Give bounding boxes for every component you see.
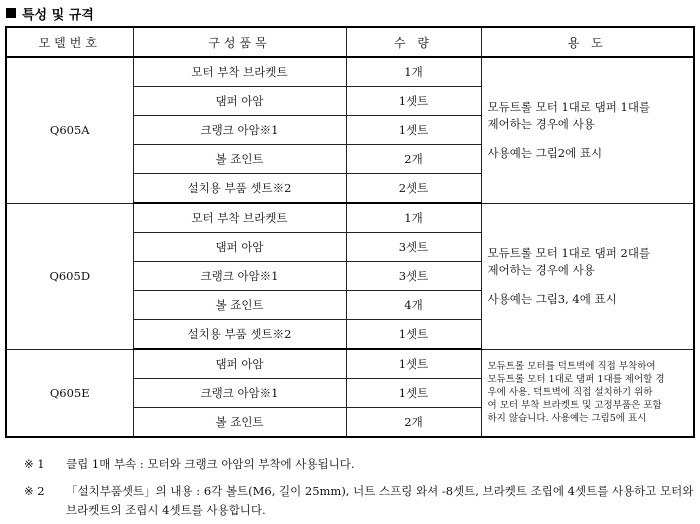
header-parts: 구성품목: [133, 27, 346, 57]
part-qty: 1셋트: [346, 349, 481, 379]
footnote-text: 클립 1매 부속 : 모터와 크랭크 아암의 부착에 사용됩니다.: [66, 457, 355, 471]
part-name: 모터 부착 브라켓트: [133, 57, 346, 87]
section-title: [6, 4, 94, 22]
use-line: 사용예는 그림3, 4에 표시: [487, 291, 617, 306]
footnotes: [24, 455, 694, 520]
part-qty: 1셋트: [346, 87, 481, 116]
part-qty: 1셋트: [346, 320, 481, 350]
model-number: Q605A: [6, 57, 133, 203]
footnote: [24, 455, 694, 474]
part-name: 댐퍼 아암: [133, 349, 346, 379]
model-number: Q605E: [6, 349, 133, 437]
use-description: [481, 203, 694, 349]
part-qty: 1셋트: [346, 116, 481, 145]
table-row: [6, 349, 694, 379]
table-row: [6, 203, 694, 233]
use-line: 여 모터 부착 브라켓트 및 고정부품은 포함: [487, 400, 662, 412]
header-row: [6, 27, 694, 57]
part-name: 크랭크 아암※1: [133, 379, 346, 408]
part-qty: 1개: [346, 203, 481, 233]
part-name: 모터 부착 브라켓트: [133, 203, 346, 233]
part-qty: 2개: [346, 408, 481, 438]
use-description: [481, 349, 694, 437]
part-qty: 1개: [346, 57, 481, 87]
header-use: 용 도: [481, 27, 694, 57]
part-qty: 2개: [346, 145, 481, 174]
use-description: [481, 57, 694, 203]
use-line: 모듀트롤 모터 1대로 댐퍼 1대를: [487, 99, 651, 114]
part-name: 설치용 부품 셋트※2: [133, 320, 346, 350]
use-line: 제어하는 경우에 사용: [487, 116, 595, 131]
spec-table: [5, 26, 695, 438]
use-line: 우에 사용. 덕트벽에 직접 설치하기 위하: [487, 387, 653, 399]
footnote-mark: ※ 2: [24, 484, 45, 498]
footnote-mark: ※ 1: [24, 457, 45, 471]
part-name: 설치용 부품 셋트※2: [133, 174, 346, 204]
use-line: 하지 않습니다. 사용예는 그림5에 표시: [487, 413, 647, 425]
use-line: 모듀트롤 모터 1대로 댐퍼 2대를: [487, 245, 651, 260]
part-name: 크랭크 아암※1: [133, 262, 346, 291]
part-name: 볼 죠인트: [133, 408, 346, 438]
part-name: 댐퍼 아암: [133, 87, 346, 116]
part-name: 볼 죠인트: [133, 145, 346, 174]
use-line: 모듀트롤 모터를 덕트벽에 직접 부착하여: [487, 361, 656, 373]
use-line: 제어하는 경우에 사용: [487, 262, 595, 277]
section-title-text: 특성 및 규격: [22, 7, 94, 23]
black-square-icon: [6, 8, 16, 18]
use-line: 모듀트롤 모터 1대로 댐퍼 1대를 제어할 경: [487, 374, 665, 386]
model-number: Q605D: [6, 203, 133, 349]
part-qty: 3셋트: [346, 262, 481, 291]
footnote: [24, 482, 694, 520]
part-qty: 1셋트: [346, 379, 481, 408]
header-model: 모델번호: [6, 27, 133, 57]
part-name: 크랭크 아암※1: [133, 116, 346, 145]
part-name: 댐퍼 아암: [133, 233, 346, 262]
part-qty: 4개: [346, 291, 481, 320]
part-name: 볼 죠인트: [133, 291, 346, 320]
table-row: [6, 57, 694, 87]
footnote-text: 「설치부품셋트」의 내용 : 6각 볼트(M6, 길이 25mm), 너트 스프링 와셔 -8셋트, 브라켓트 조립에 4셋트를 사용하고 모터와 브라켓트의 조립시 4셋트를 사용합니다.: [66, 484, 694, 517]
header-qty: 수 량: [346, 27, 481, 57]
part-qty: 2셋트: [346, 174, 481, 204]
use-line: 사용예는 그림2에 표시: [487, 145, 603, 160]
part-qty: 3셋트: [346, 233, 481, 262]
